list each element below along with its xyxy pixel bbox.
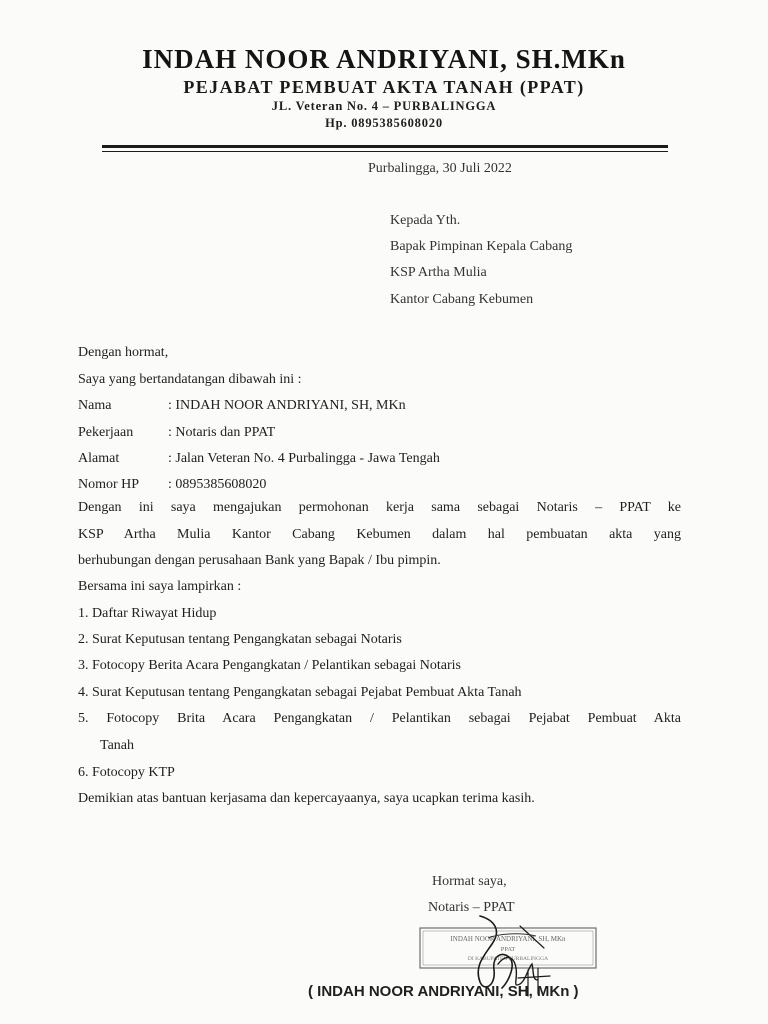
signoff-role: Notaris – PPAT	[428, 900, 515, 915]
intro-line: Saya yang bertandatangan dibawah ini :	[78, 372, 302, 387]
recipient-line: KSP Artha Mulia	[390, 265, 487, 280]
paragraph-line: berhubungan dengan perusahaan Bank yang Bapak / Ibu pimpin.	[78, 553, 441, 568]
attachment-item: 3. Fotocopy Berita Acara Pengangkatan / Pelantikan sebagai Notaris	[78, 658, 461, 673]
closing-sentence: Demikian atas bantuan kerjasama dan kepercayaanya, saya ucapkan terima kasih.	[78, 791, 535, 806]
stamp-line-1: INDAH NOOR ANDRIYANI, SH, MKn	[450, 935, 566, 943]
field-value-alamat: : Jalan Veteran No. 4 Purbalingga - Jawa Tengah	[168, 451, 440, 466]
stamp-line-2: PPAT	[500, 946, 516, 953]
letterhead-address: JL. Veteran No. 4 – PURBALINGGA	[271, 99, 497, 113]
letterhead-title: PEJABAT PEMBUAT AKTA TANAH (PPAT)	[183, 77, 585, 97]
attachment-item: 6. Fotocopy KTP	[78, 765, 175, 780]
field-label-nomor-hp: Nomor HP	[78, 477, 140, 492]
paragraph-line: KSP Artha Mulia Kantor Cabang Kebumen dalam hal pembuatan akta yang	[78, 527, 681, 542]
signatory-name: ( INDAH NOOR ANDRIYANI, SH, MKn )	[308, 983, 579, 1000]
recipient-line: Bapak Pimpinan Kepala Cabang	[390, 239, 573, 254]
letterhead-phone: Hp. 0895385608020	[325, 116, 443, 130]
date-line: Purbalingga, 30 Juli 2022	[368, 161, 512, 176]
paragraph-line: Dengan ini saya mengajukan permohonan kerja sama sebagai Notaris – PPAT ke	[78, 500, 681, 515]
greeting: Dengan hormat,	[78, 345, 169, 360]
field-label-nama: Nama	[78, 398, 112, 413]
field-label-pekerjaan: Pekerjaan	[78, 425, 134, 440]
field-label-alamat: Alamat	[78, 451, 120, 466]
attachment-item-continuation: Tanah	[100, 738, 135, 753]
recipient-line: Kepada Yth.	[390, 213, 461, 228]
attachment-item: 1. Daftar Riwayat Hidup	[78, 606, 217, 621]
field-value-nama: : INDAH NOOR ANDRIYANI, SH, MKn	[168, 398, 406, 413]
attachment-item: 5. Fotocopy Brita Acara Pengangkatan / Pelantikan sebagai Pejabat Pembuat Akta	[78, 711, 681, 726]
letterhead-rule-thin	[102, 151, 668, 152]
letterhead-rule-thick	[102, 145, 668, 148]
stamp-line-3: DI KABUPATEN PURBALINGGA	[467, 956, 549, 962]
attachment-item: 4. Surat Keputusan tentang Pengangkatan sebagai Pejabat Pembuat Akta Tanah	[78, 685, 522, 700]
letterhead-name: INDAH NOOR ANDRIYANI, SH.MKn	[142, 44, 626, 74]
attachments-intro: Bersama ini saya lampirkan :	[78, 579, 242, 594]
field-value-pekerjaan: : Notaris dan PPAT	[168, 425, 276, 440]
attachment-item: 2. Surat Keputusan tentang Pengangkatan sebagai Notaris	[78, 632, 402, 647]
recipient-line: Kantor Cabang Kebumen	[390, 292, 534, 307]
signoff: Hormat saya,	[432, 874, 507, 889]
field-value-nomor-hp: : 0895385608020	[168, 477, 267, 492]
